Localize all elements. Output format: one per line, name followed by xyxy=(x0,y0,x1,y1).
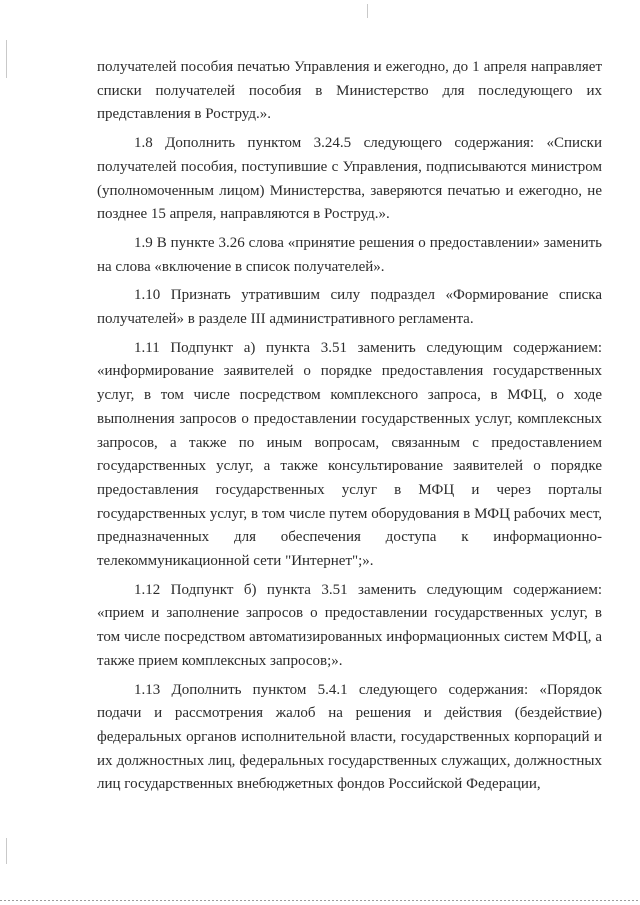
paragraph-1-9: 1.9 В пункте 3.26 слова «принятие решения о предоставлении» заменить на слова «включение в список получателей». xyxy=(97,234,602,275)
paragraph-1-12: 1.12 Подпункт б) пункта 3.51 заменить следующим содержанием: «прием и заполнение запросов о предоставлении государственных услуг, в том числе посредством автоматизированных информационных систем МФЦ, а также прием комплексных запросов;». xyxy=(97,581,602,669)
document-body xyxy=(97,56,602,802)
scan-artifact-left-bottom xyxy=(6,838,7,864)
scan-artifact-left-top xyxy=(6,40,7,78)
paragraph-1-11: 1.11 Подпункт а) пункта 3.51 заменить следующим содержанием: «информирование заявителей о порядке предоставления государственных услуг, в том числе посредством комплексного запроса, в МФЦ, о ходе выполнения запросов о предоставлении государственных услуг, комплексных запросов, а также по иным вопросам, связанным с предоставлением государственных услуг, а также консультирование заявителей о порядке предоставления государственных услуг в МФЦ и через порталы государственных услуг, в том числе путем оборудования в МФЦ рабочих мест, предназначенных для обеспечения доступа к информационно-телекоммуникационной сети "Интернет";». xyxy=(97,339,602,570)
scan-artifact-top xyxy=(367,4,368,18)
page-bottom-edge xyxy=(0,900,640,901)
paragraph-1-10: 1.10 Признать утратившим силу подраздел «Формирование списка получателей» в разделе III административного регламента. xyxy=(97,287,602,328)
paragraph-1-13: 1.13 Дополнить пунктом 5.4.1 следующего содержания: «Порядок подачи и рассмотрения жалоб на решения и действия (бездействие) федеральных органов исполнительной власти, государственных корпораций и их должностных лиц, федеральных государственных служащих, должностных лиц государственных внебюджетных фондов Российской Федерации, xyxy=(97,681,602,793)
paragraph-continuation: получателей пособия печатью Управления и ежегодно, до 1 апреля направляет списки получателей пособия в Министерство для последующего их представления в Роструд.». xyxy=(97,59,602,123)
paragraph-1-8: 1.8 Дополнить пунктом 3.24.5 следующего содержания: «Списки получателей пособия, поступившие с Управления, подписываются министром (уполномоченным лицом) Министерства, заверяются печатью и ежегодно, не позднее 15 апреля, направляются в Роструд.». xyxy=(97,135,602,223)
